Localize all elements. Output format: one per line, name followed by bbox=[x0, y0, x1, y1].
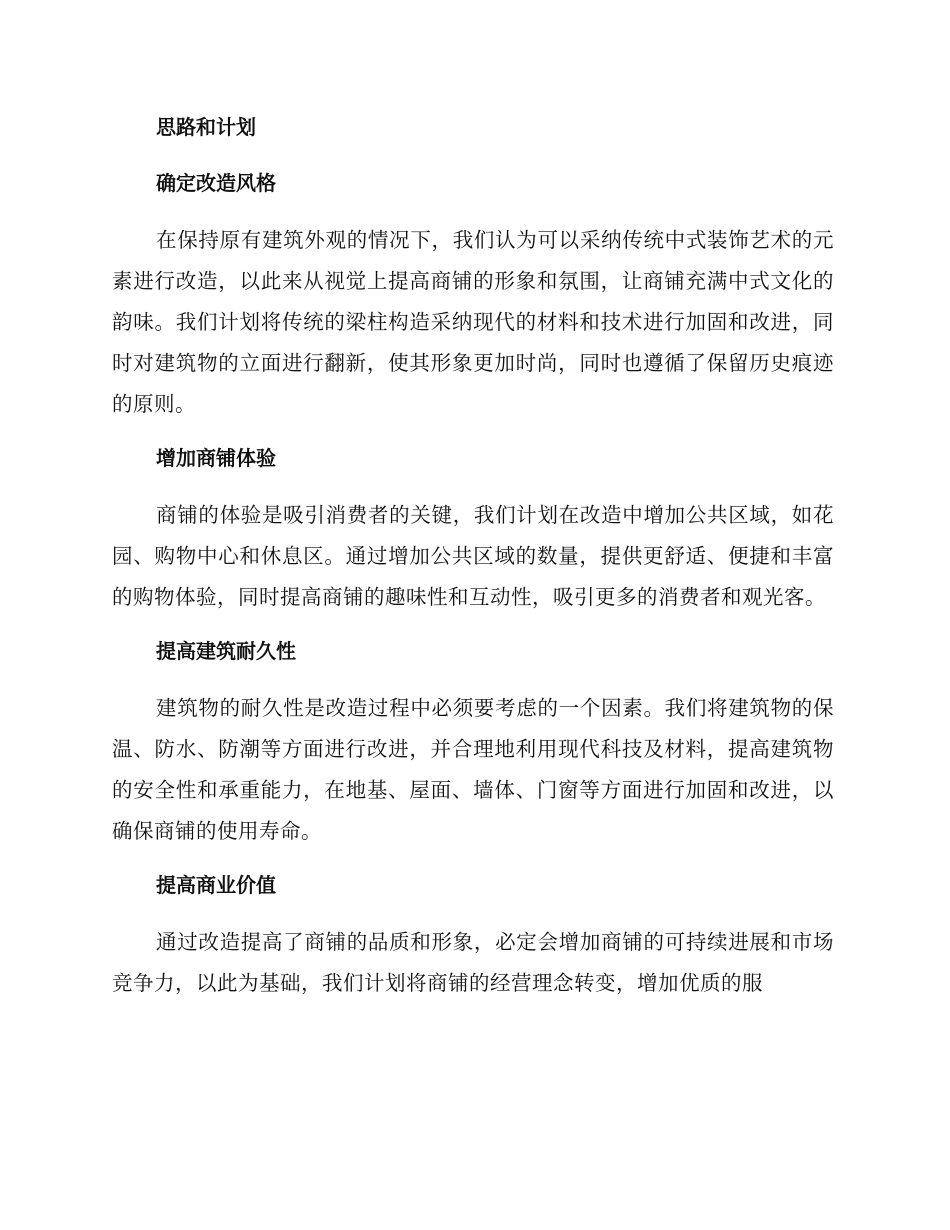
paragraph-style: 在保持原有建筑外观的情况下，我们认为可以采纳传统中式装饰艺术的元素进行改造，以此来从视觉上提高商铺的形象和氛围，让商铺充满中式文化的韵味。我们计划将传统的梁柱构造采纳现代的材料和技术进行加固和改进，同时对建筑物的立面进行翻新，使其形象更加时尚，同时也遵循了保留历史痕迹的原则。 bbox=[112, 228, 834, 416]
section-heading-durability: 提高建筑耐久性 bbox=[156, 639, 296, 663]
section-heading-style: 确定改造风格 bbox=[156, 171, 276, 195]
section-heading-value: 提高商业价值 bbox=[156, 873, 276, 897]
section-heading-experience: 增加商铺体验 bbox=[156, 446, 276, 470]
paragraph-experience: 商铺的体验是吸引消费者的关键，我们计划在改造中增加公共区域，如花园、购物中心和休息区。通过增加公共区域的数量，提供更舒适、便捷和丰富的购物体验，同时提高商铺的趣味性和互动性，吸引更多的消费者和观光客。 bbox=[112, 503, 834, 609]
paragraph-value: 通过改造提高了商铺的品质和形象，必定会增加商铺的可持续进展和市场竞争力，以此为基础，我们计划将商铺的经营理念转变，增加优质的服 bbox=[112, 930, 834, 995]
section-heading-plan: 思路和计划 bbox=[156, 115, 256, 139]
paragraph-durability: 建筑物的耐久性是改造过程中必须要考虑的一个因素。我们将建筑物的保温、防水、防潮等方面进行改进，并合理地利用现代科技及材料，提高建筑物的安全性和承重能力，在地基、屋面、墙体、门窗等方面进行加固和改进，以确保商铺的使用寿命。 bbox=[112, 696, 834, 843]
document-page bbox=[112, 108, 834, 1018]
